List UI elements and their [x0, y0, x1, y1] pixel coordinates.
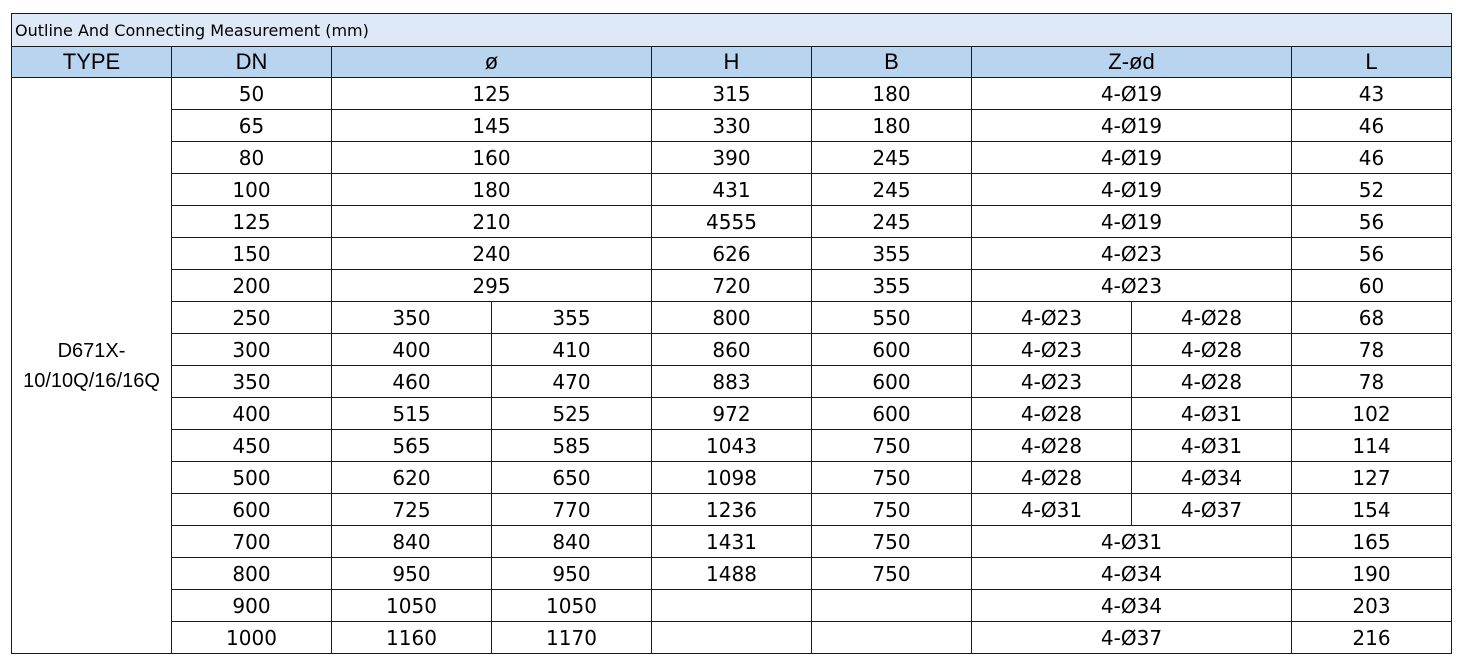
phi-cell: 840	[492, 526, 652, 558]
h-cell: 1236	[652, 494, 812, 526]
header-phi: ø	[332, 47, 652, 78]
table-row	[12, 142, 1452, 174]
measurement-table	[11, 13, 1452, 654]
h-cell: 1431	[652, 526, 812, 558]
table-row	[12, 462, 1452, 494]
b-cell: 355	[812, 270, 972, 302]
dn-cell: 500	[172, 462, 332, 494]
b-cell: 550	[812, 302, 972, 334]
phi-cell: 620	[332, 462, 492, 494]
z-od-cell: 4-Ø34	[972, 590, 1292, 622]
phi-cell: 160	[332, 142, 652, 174]
z-od-cell: 4-Ø37	[972, 622, 1292, 654]
table-row	[12, 174, 1452, 206]
b-cell: 180	[812, 110, 972, 142]
phi-cell: 585	[492, 430, 652, 462]
phi-cell: 1170	[492, 622, 652, 654]
l-cell: 203	[1292, 590, 1452, 622]
z-od-cell: 4-Ø31	[1132, 398, 1292, 430]
dn-cell: 400	[172, 398, 332, 430]
table-row	[12, 430, 1452, 462]
z-od-cell: 4-Ø19	[972, 110, 1292, 142]
b-cell: 245	[812, 206, 972, 238]
phi-cell: 525	[492, 398, 652, 430]
phi-cell: 180	[332, 174, 652, 206]
phi-cell: 565	[332, 430, 492, 462]
l-cell: 190	[1292, 558, 1452, 590]
l-cell: 78	[1292, 334, 1452, 366]
dn-cell: 200	[172, 270, 332, 302]
phi-cell: 145	[332, 110, 652, 142]
b-cell: 750	[812, 430, 972, 462]
phi-cell: 1160	[332, 622, 492, 654]
dn-cell: 125	[172, 206, 332, 238]
z-od-cell: 4-Ø34	[972, 558, 1292, 590]
h-cell: 972	[652, 398, 812, 430]
l-cell: 114	[1292, 430, 1452, 462]
dn-cell: 1000	[172, 622, 332, 654]
dn-cell: 700	[172, 526, 332, 558]
header-z-od: Z-ød	[972, 47, 1292, 78]
h-cell: 431	[652, 174, 812, 206]
phi-cell: 400	[332, 334, 492, 366]
h-cell	[652, 622, 812, 654]
l-cell: 127	[1292, 462, 1452, 494]
b-cell: 750	[812, 462, 972, 494]
header-type: TYPE	[12, 47, 172, 78]
h-cell: 315	[652, 78, 812, 110]
l-cell: 165	[1292, 526, 1452, 558]
z-od-cell: 4-Ø31	[972, 494, 1132, 526]
l-cell: 60	[1292, 270, 1452, 302]
z-od-cell: 4-Ø37	[1132, 494, 1292, 526]
b-cell: 600	[812, 334, 972, 366]
b-cell	[812, 590, 972, 622]
phi-cell: 210	[332, 206, 652, 238]
header-l: L	[1292, 47, 1452, 78]
l-cell: 56	[1292, 238, 1452, 270]
table-row	[12, 398, 1452, 430]
phi-cell: 125	[332, 78, 652, 110]
z-od-cell: 4-Ø28	[1132, 366, 1292, 398]
table-row	[12, 334, 1452, 366]
l-cell: 52	[1292, 174, 1452, 206]
dn-cell: 450	[172, 430, 332, 462]
l-cell: 216	[1292, 622, 1452, 654]
table-row	[12, 110, 1452, 142]
z-od-cell: 4-Ø23	[972, 238, 1292, 270]
dn-cell: 150	[172, 238, 332, 270]
z-od-cell: 4-Ø31	[1132, 430, 1292, 462]
h-cell: 1488	[652, 558, 812, 590]
phi-cell: 240	[332, 238, 652, 270]
header-dn: DN	[172, 47, 332, 78]
l-cell: 68	[1292, 302, 1452, 334]
l-cell: 154	[1292, 494, 1452, 526]
z-od-cell: 4-Ø19	[972, 174, 1292, 206]
z-od-cell: 4-Ø23	[972, 302, 1132, 334]
l-cell: 43	[1292, 78, 1452, 110]
h-cell	[652, 590, 812, 622]
header-row	[12, 47, 1452, 78]
dn-cell: 80	[172, 142, 332, 174]
b-cell: 245	[812, 174, 972, 206]
table-title: Outline And Connecting Measurement (mm)	[12, 14, 1452, 47]
phi-cell: 470	[492, 366, 652, 398]
header-b: B	[812, 47, 972, 78]
table-row	[12, 78, 1452, 110]
z-od-cell: 4-Ø28	[1132, 302, 1292, 334]
z-od-cell: 4-Ø28	[972, 398, 1132, 430]
phi-cell: 1050	[332, 590, 492, 622]
phi-cell: 650	[492, 462, 652, 494]
dn-cell: 65	[172, 110, 332, 142]
phi-cell: 355	[492, 302, 652, 334]
dn-cell: 50	[172, 78, 332, 110]
h-cell: 800	[652, 302, 812, 334]
b-cell: 750	[812, 558, 972, 590]
phi-cell: 295	[332, 270, 652, 302]
table-row	[12, 206, 1452, 238]
phi-cell: 460	[332, 366, 492, 398]
table-row	[12, 590, 1452, 622]
b-cell: 750	[812, 494, 972, 526]
h-cell: 1098	[652, 462, 812, 494]
z-od-cell: 4-Ø31	[972, 526, 1292, 558]
dn-cell: 350	[172, 366, 332, 398]
phi-cell: 950	[332, 558, 492, 590]
phi-cell: 950	[492, 558, 652, 590]
dn-cell: 800	[172, 558, 332, 590]
l-cell: 46	[1292, 110, 1452, 142]
l-cell: 78	[1292, 366, 1452, 398]
z-od-cell: 4-Ø23	[972, 334, 1132, 366]
h-cell: 330	[652, 110, 812, 142]
b-cell: 600	[812, 398, 972, 430]
h-cell: 626	[652, 238, 812, 270]
z-od-cell: 4-Ø19	[972, 78, 1292, 110]
table-row	[12, 558, 1452, 590]
b-cell: 245	[812, 142, 972, 174]
table-row	[12, 622, 1452, 654]
phi-cell: 840	[332, 526, 492, 558]
table-row	[12, 494, 1452, 526]
table-row	[12, 270, 1452, 302]
table-row	[12, 238, 1452, 270]
type-cell: D671X-10/10Q/16/16Q	[12, 78, 172, 654]
z-od-cell: 4-Ø28	[972, 462, 1132, 494]
l-cell: 56	[1292, 206, 1452, 238]
b-cell	[812, 622, 972, 654]
h-cell: 883	[652, 366, 812, 398]
phi-cell: 725	[332, 494, 492, 526]
b-cell: 750	[812, 526, 972, 558]
phi-cell: 770	[492, 494, 652, 526]
z-od-cell: 4-Ø19	[972, 142, 1292, 174]
table-row	[12, 302, 1452, 334]
h-cell: 390	[652, 142, 812, 174]
dn-cell: 600	[172, 494, 332, 526]
l-cell: 46	[1292, 142, 1452, 174]
l-cell: 102	[1292, 398, 1452, 430]
header-h: H	[652, 47, 812, 78]
dn-cell: 100	[172, 174, 332, 206]
phi-cell: 350	[332, 302, 492, 334]
z-od-cell: 4-Ø28	[1132, 334, 1292, 366]
phi-cell: 515	[332, 398, 492, 430]
z-od-cell: 4-Ø23	[972, 270, 1292, 302]
table-row	[12, 526, 1452, 558]
h-cell: 720	[652, 270, 812, 302]
dn-cell: 300	[172, 334, 332, 366]
h-cell: 4555	[652, 206, 812, 238]
z-od-cell: 4-Ø19	[972, 206, 1292, 238]
b-cell: 355	[812, 238, 972, 270]
dn-cell: 900	[172, 590, 332, 622]
h-cell: 860	[652, 334, 812, 366]
phi-cell: 410	[492, 334, 652, 366]
phi-cell: 1050	[492, 590, 652, 622]
z-od-cell: 4-Ø34	[1132, 462, 1292, 494]
table-row	[12, 366, 1452, 398]
z-od-cell: 4-Ø23	[972, 366, 1132, 398]
dn-cell: 250	[172, 302, 332, 334]
h-cell: 1043	[652, 430, 812, 462]
z-od-cell: 4-Ø28	[972, 430, 1132, 462]
b-cell: 600	[812, 366, 972, 398]
b-cell: 180	[812, 78, 972, 110]
